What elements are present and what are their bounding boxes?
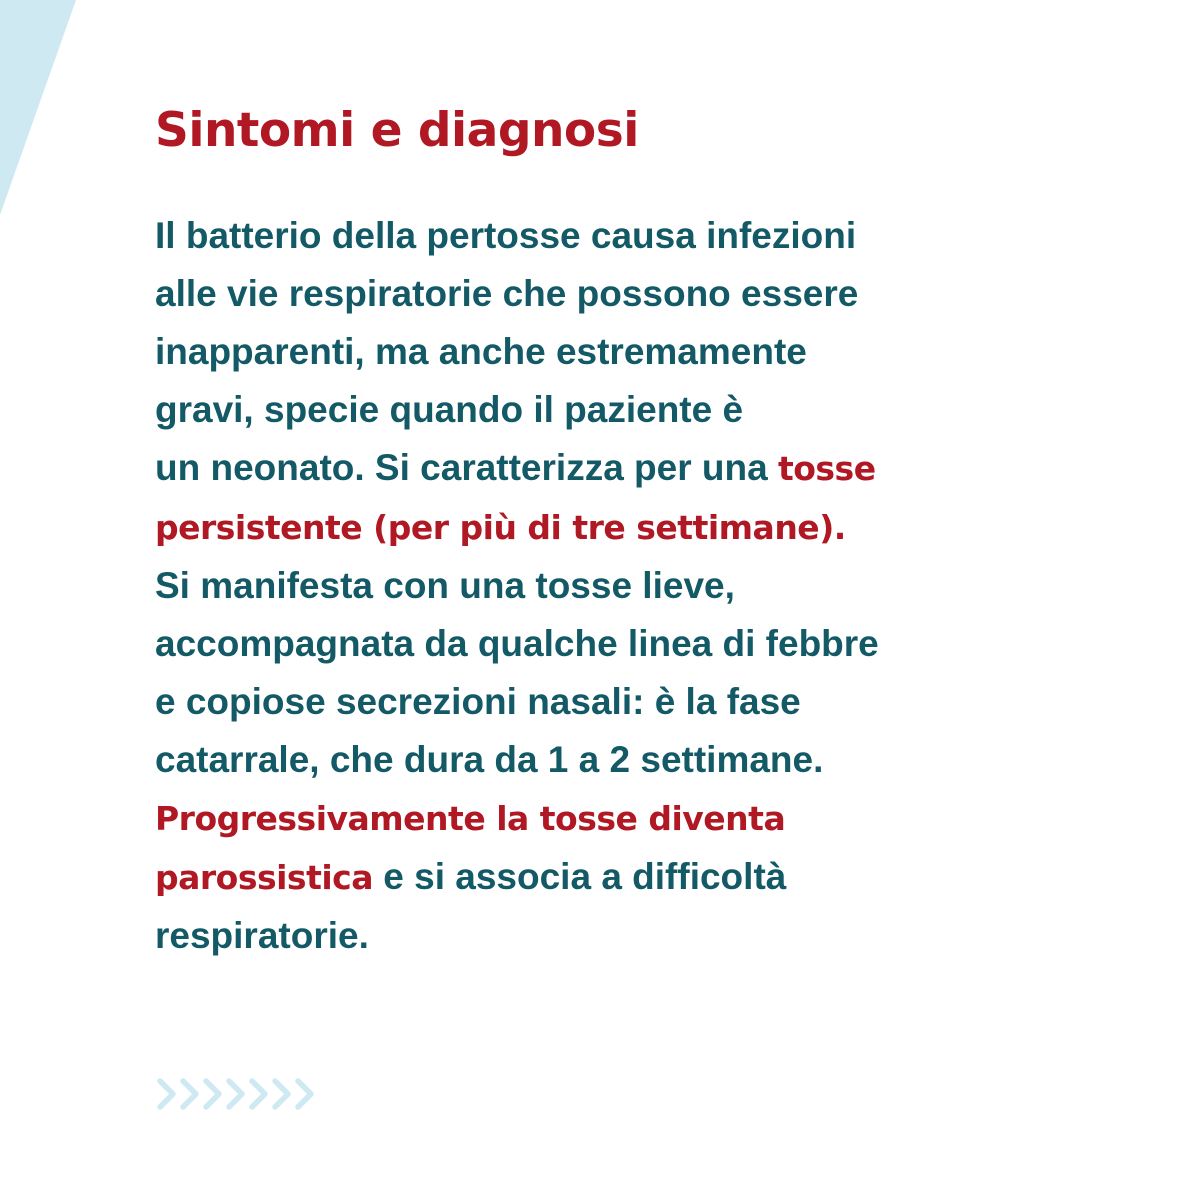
text-line-4: gravi, specie quando il paziente è (155, 389, 744, 430)
chevron-6 (275, 1081, 288, 1107)
text-line-3: inapparenti, ma anche estremamente (155, 331, 807, 372)
text-line-2: alle vie respiratorie che possono essere (155, 273, 859, 314)
chevron-5 (252, 1081, 265, 1107)
chevron-7 (298, 1081, 311, 1107)
text-line-9: e copiose secrezioni nasali: è la fase (155, 681, 801, 722)
highlight-persistente: persistente (per più di tre settimane). (155, 508, 846, 547)
highlight-parossistica: parossistica (155, 858, 373, 897)
chevrons-right-icon (155, 1077, 320, 1111)
body-paragraph (155, 207, 1055, 965)
text-line-1: Il batterio della pertosse causa infezioni (155, 215, 857, 256)
page-title: Sintomi e diagnosi (155, 103, 639, 158)
text-line-7: Si manifesta con una tosse lieve, (155, 565, 735, 606)
text-line-5: un neonato. Si caratterizza per una (155, 447, 778, 488)
text-line-12: e si associa a difficoltà (373, 856, 787, 897)
text-line-10: catarrale, che dura da 1 a 2 settimane. (155, 739, 824, 780)
highlight-progressivamente: Progressivamente la tosse diventa (155, 799, 786, 838)
chevron-4 (229, 1081, 242, 1107)
chevron-2 (183, 1081, 196, 1107)
highlight-tosse: tosse (777, 449, 876, 488)
text-line-13: respiratorie. (155, 915, 369, 956)
text-line-8: accompagnata da qualche linea di febbre (155, 623, 879, 664)
chevron-3 (206, 1081, 219, 1107)
corner-decoration-shape (0, 0, 80, 220)
chevron-1 (160, 1081, 173, 1107)
